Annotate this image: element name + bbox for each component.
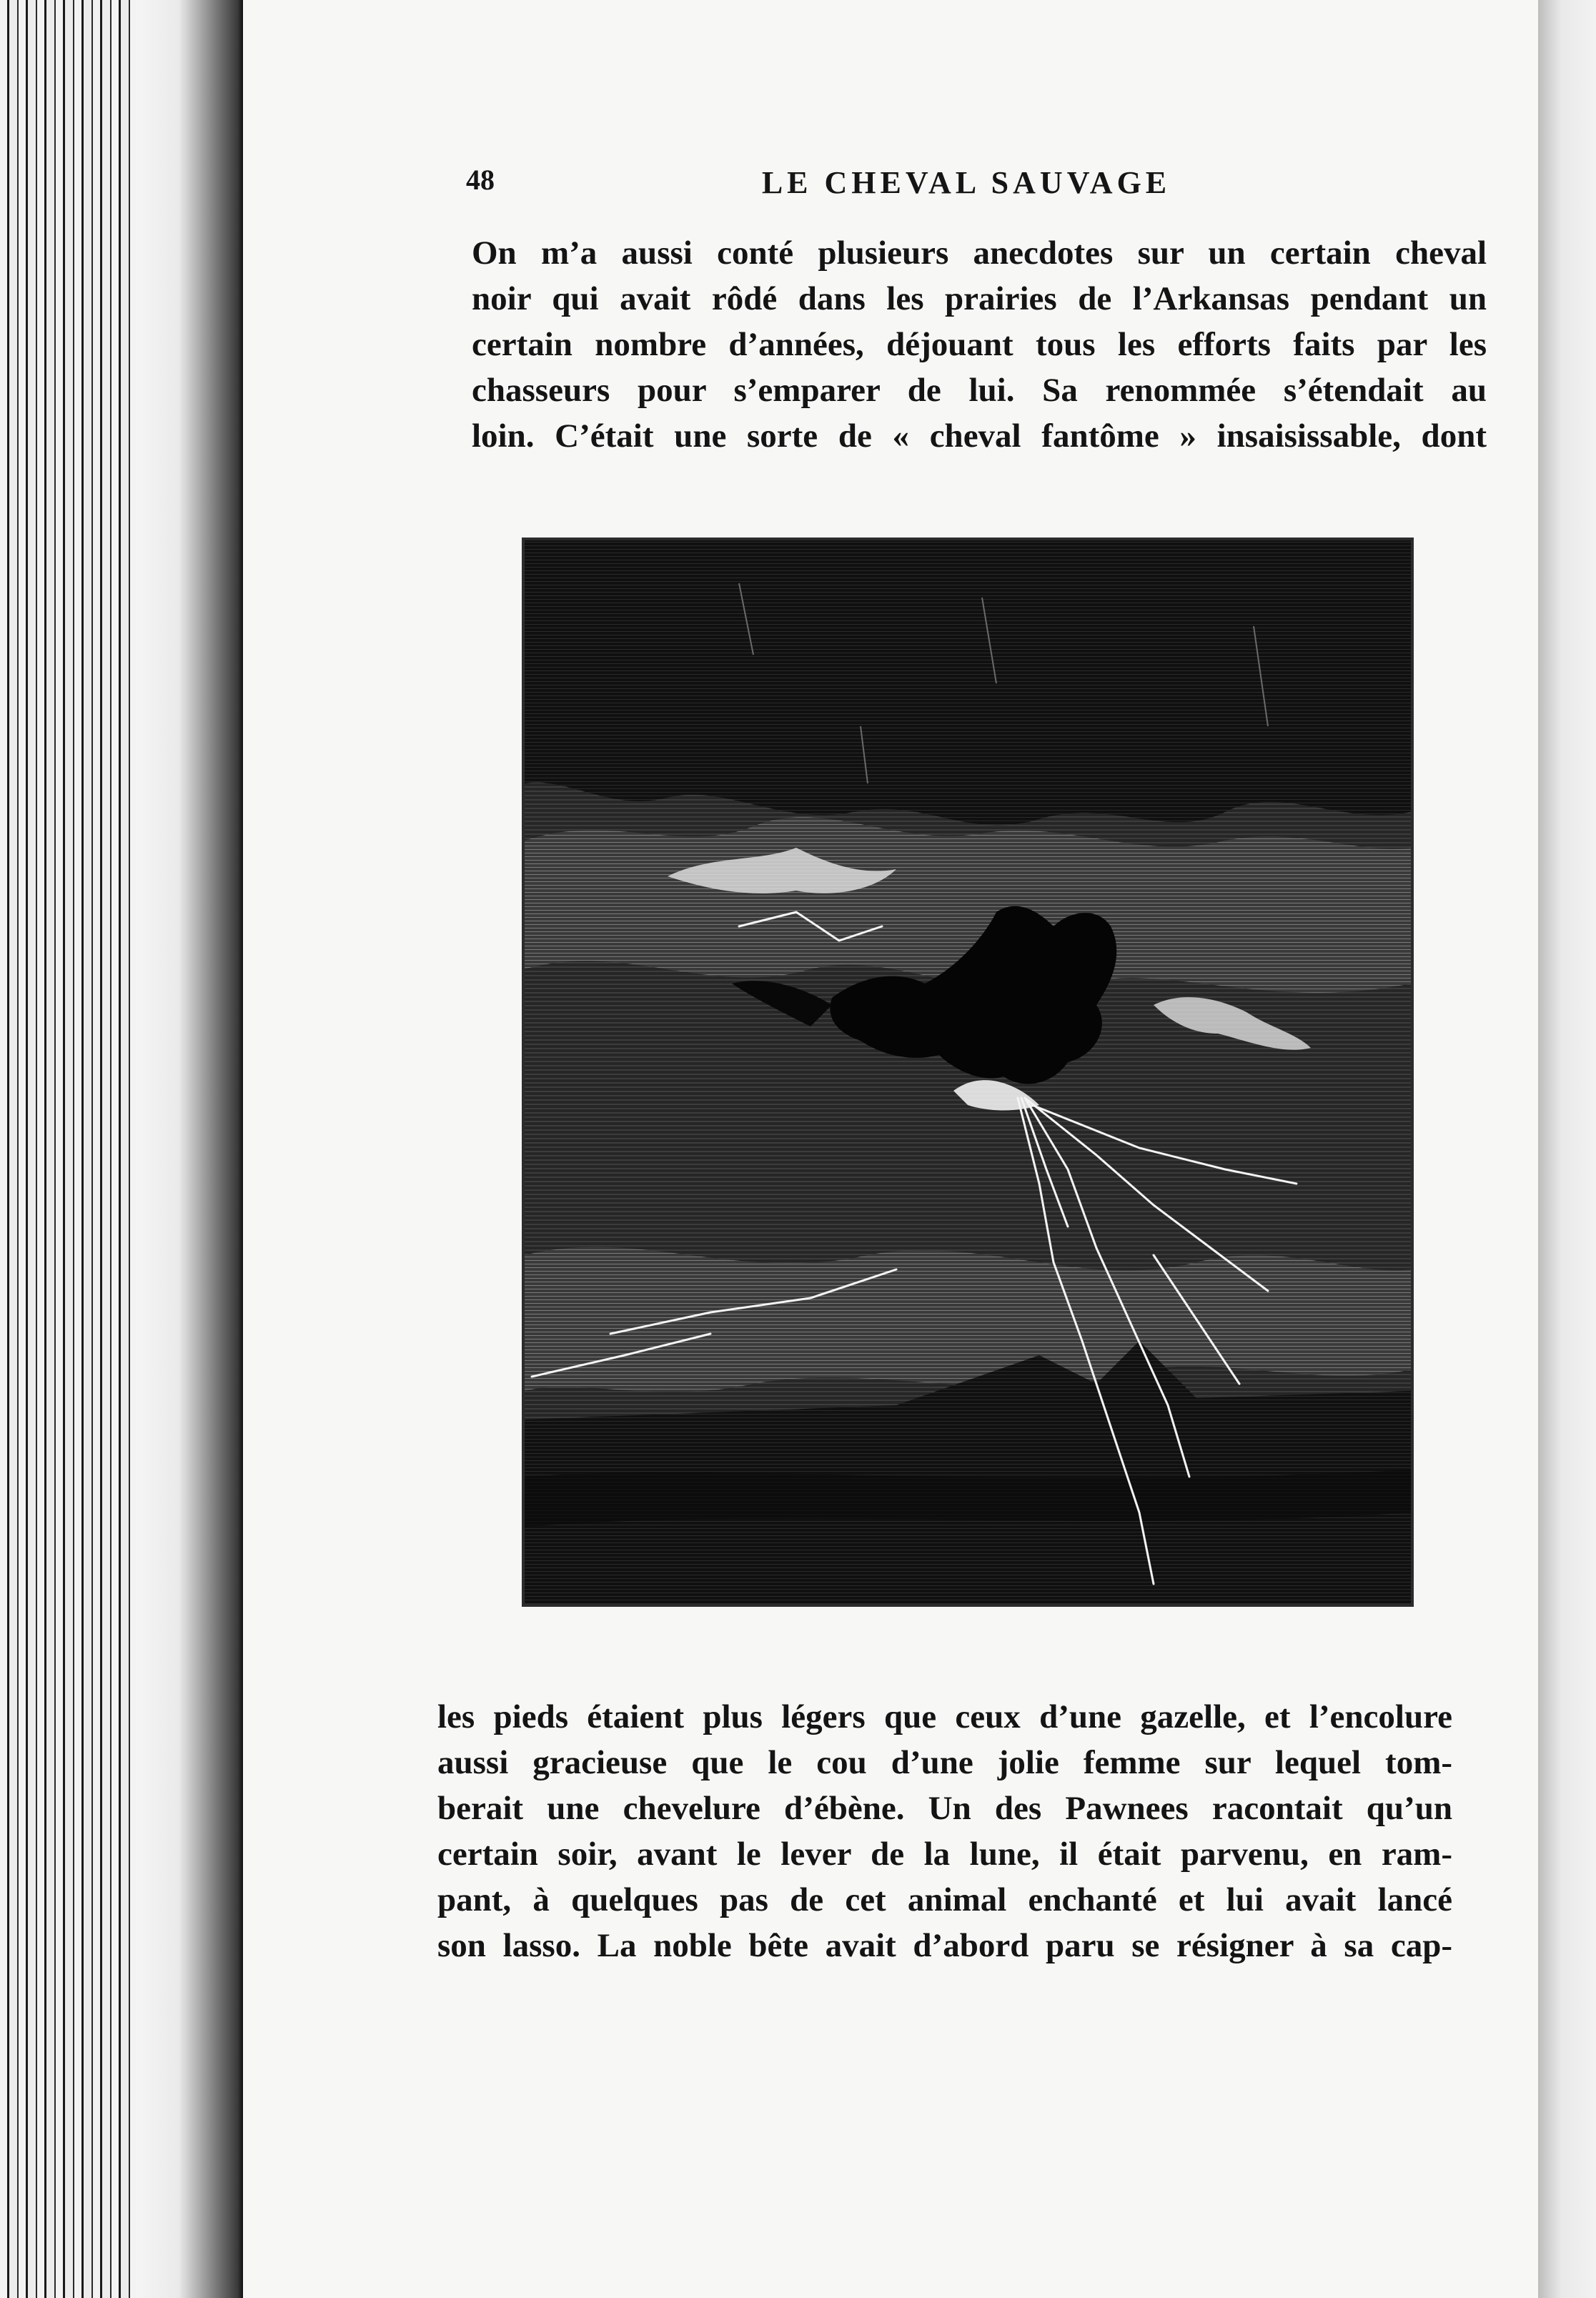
right-page-margin [1538,0,1596,2298]
page-edge-shadow [136,0,243,2298]
dark-cloud [525,540,1411,826]
storm-horse-engraving [525,540,1411,1604]
text-line: On m’a aussi conté plusieurs anecdotes sur un certain cheval [472,234,1487,272]
text-line: chasseurs pour s’emparer de lui. Sa renommée s’étendait au [472,372,1487,409]
text-line: les pieds étaient plus légers que ceux d’une gazelle, et l’encolure [437,1698,1452,1735]
text-line: berait une chevelure d’ébène. Un des Pawnees racontait qu’un [437,1790,1452,1827]
text-line: certain nombre d’années, déjouant tous les efforts faits par les [472,326,1487,363]
running-title: LE CHEVAL SAUVAGE [761,165,1171,200]
horizon-band [525,1470,1411,1527]
text-line: pant, à quelques pas de cet animal enchanté et lui avait lancé [437,1881,1452,1918]
text-line: son lasso. La noble bête avait d’abord paru se résigner à sa cap- [437,1927,1452,1964]
page-number: 48 [466,164,495,196]
text-line: noir qui avait rôdé dans les prairies de l’Arkansas pendant un [472,280,1487,317]
bottom-paragraph [437,1694,1452,1968]
top-paragraph [472,230,1487,459]
text-line: certain soir, avant le lever de la lune, il était parvenu, en ram- [437,1836,1452,1873]
text-line: aussi gracieuse que le cou d’une jolie femme sur lequel tom- [437,1744,1452,1781]
illustration-plate [522,538,1414,1607]
lower-cloud [525,1247,1411,1392]
text-line: loin. C’était une sorte de « cheval fantôme » insaisissable, dont [472,417,1487,455]
